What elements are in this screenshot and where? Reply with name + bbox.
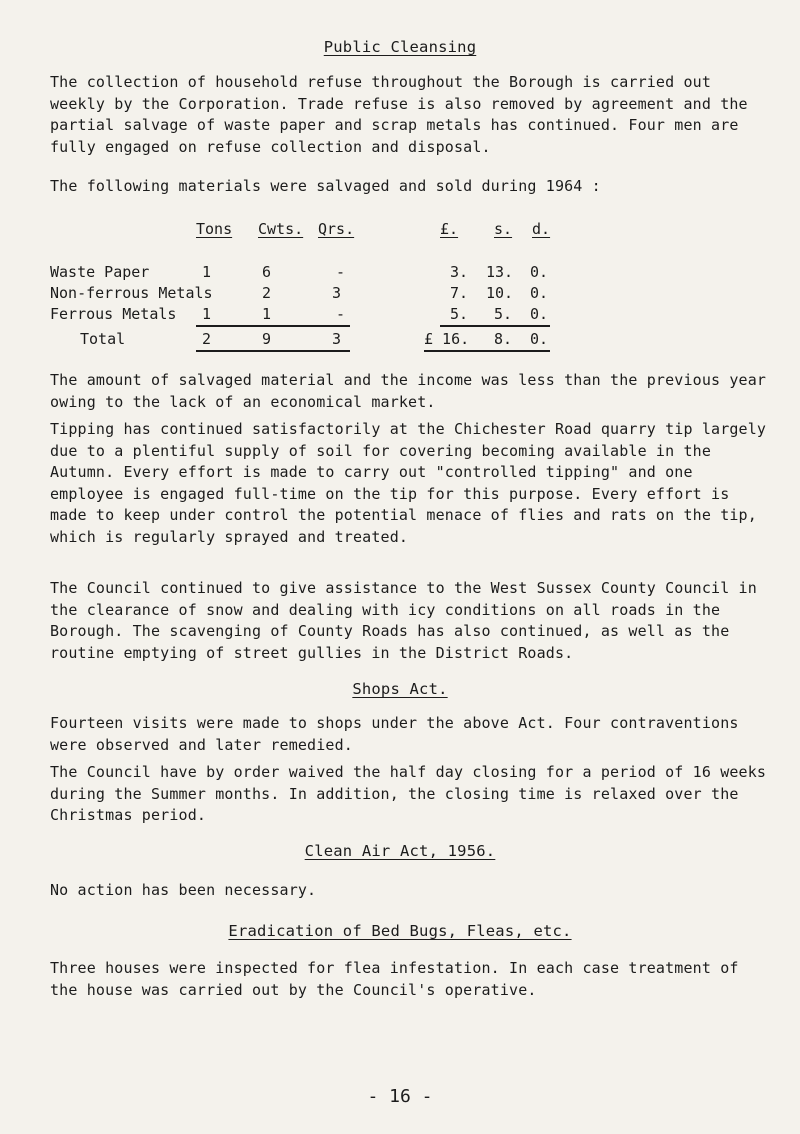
total-shillings: 8. bbox=[494, 330, 513, 348]
row-cwts: 6 bbox=[262, 263, 272, 281]
header-tons: Tons bbox=[196, 220, 233, 238]
row-qrs: - bbox=[336, 263, 346, 281]
header-shillings: s. bbox=[494, 220, 513, 238]
row-pence: 0. bbox=[530, 305, 549, 323]
row-label-waste-paper: Waste Paper bbox=[50, 263, 150, 281]
paragraph-flea-inspection: Three houses were inspected for flea infestation. In each case treatment of the house was carried out by the Council's operative. bbox=[50, 959, 739, 999]
paragraph-salvage-intro: The following materials were salvaged and sold during 1964 : bbox=[50, 177, 601, 195]
row-shillings: 13. bbox=[486, 263, 514, 281]
paragraph-refuse-collection: The collection of household refuse throughout the Borough is carried out weekly by the Corporation. Trade refuse is also removed by agreement and the partial salvage of waste paper and scrap metals has continued. Four men are fully engaged on refuse collection and disposal. bbox=[50, 73, 748, 156]
paragraph-no-action: No action has been necessary. bbox=[50, 881, 317, 899]
row-pounds: 7. bbox=[450, 284, 469, 302]
table-rule-total-quantities bbox=[196, 350, 350, 352]
paragraph-snow-clearance: The Council continued to give assistance to the West Sussex County Council in the clearance of snow and dealing with icy conditions on all roads in the Borough. The scavenging of County Roads has also continued, as well as the routine emptying of street gullies in the District Roads. bbox=[50, 579, 757, 662]
row-cwts: 2 bbox=[262, 284, 272, 302]
paragraph-closing: The Council have by order waived the half day closing for a period of 16 weeks during the Summer months. In addition, the closing time is relaxed over the Christmas period. bbox=[50, 763, 767, 824]
row-tons: 1 bbox=[202, 263, 212, 281]
clean-air-heading bbox=[0, 842, 800, 860]
table-rule-quantities bbox=[196, 325, 350, 327]
total-label: Total bbox=[80, 330, 126, 348]
row-pence: 0. bbox=[530, 284, 549, 302]
total-pounds: £ 16. bbox=[424, 330, 470, 348]
header-pounds: £. bbox=[440, 220, 459, 238]
row-pounds: 3. bbox=[450, 263, 469, 281]
header-cwts: Cwts. bbox=[258, 220, 304, 238]
total-tons: 2 bbox=[202, 330, 212, 348]
table-rule-money bbox=[440, 325, 550, 327]
page-number: - 16 - bbox=[367, 1086, 433, 1107]
bed-bugs-heading-text: Eradication of Bed Bugs, Fleas, etc. bbox=[228, 922, 572, 940]
section-title bbox=[0, 38, 800, 56]
total-pence: 0. bbox=[530, 330, 549, 348]
row-cwts: 1 bbox=[262, 305, 272, 323]
total-cwts: 9 bbox=[262, 330, 272, 348]
header-pence: d. bbox=[532, 220, 551, 238]
row-pence: 0. bbox=[530, 263, 549, 281]
table-rule-total-money bbox=[424, 350, 550, 352]
bed-bugs-heading bbox=[0, 922, 800, 940]
paragraph-tipping: Tipping has continued satisfactorily at the Chichester Road quarry tip largely due to a plentiful supply of soil for covering becoming available in the Autumn. Every effort is made to carry out "controlled tipping" and one employee is engaged full-time on the tip for this purpose. Every effort is made to keep under control the potential menace of flies and rats on the tip, which is regularly sprayed and treated. bbox=[50, 420, 767, 546]
clean-air-heading-text: Clean Air Act, 1956. bbox=[304, 842, 496, 860]
shops-act-heading-text: Shops Act. bbox=[352, 680, 448, 698]
row-label-ferrous: Ferrous Metals bbox=[50, 305, 177, 323]
row-qrs: 3 bbox=[332, 284, 342, 302]
row-label-non-ferrous: Non-ferrous Metals bbox=[50, 284, 213, 302]
paragraph-shop-visits: Fourteen visits were made to shops under the above Act. Four contraventions were observed and later remedied. bbox=[50, 714, 739, 754]
row-qrs: - bbox=[336, 305, 346, 323]
row-shillings: 10. bbox=[486, 284, 514, 302]
row-shillings: 5. bbox=[494, 305, 513, 323]
row-tons: 1 bbox=[202, 305, 212, 323]
row-pounds: 5. bbox=[450, 305, 469, 323]
total-qrs: 3 bbox=[332, 330, 342, 348]
paragraph-salvage-income: The amount of salvaged material and the income was less than the previous year owing to the lack of an economical market. bbox=[50, 371, 767, 411]
header-qrs: Qrs. bbox=[318, 220, 355, 238]
shops-act-heading bbox=[0, 680, 800, 698]
title-text: Public Cleansing bbox=[323, 38, 477, 56]
